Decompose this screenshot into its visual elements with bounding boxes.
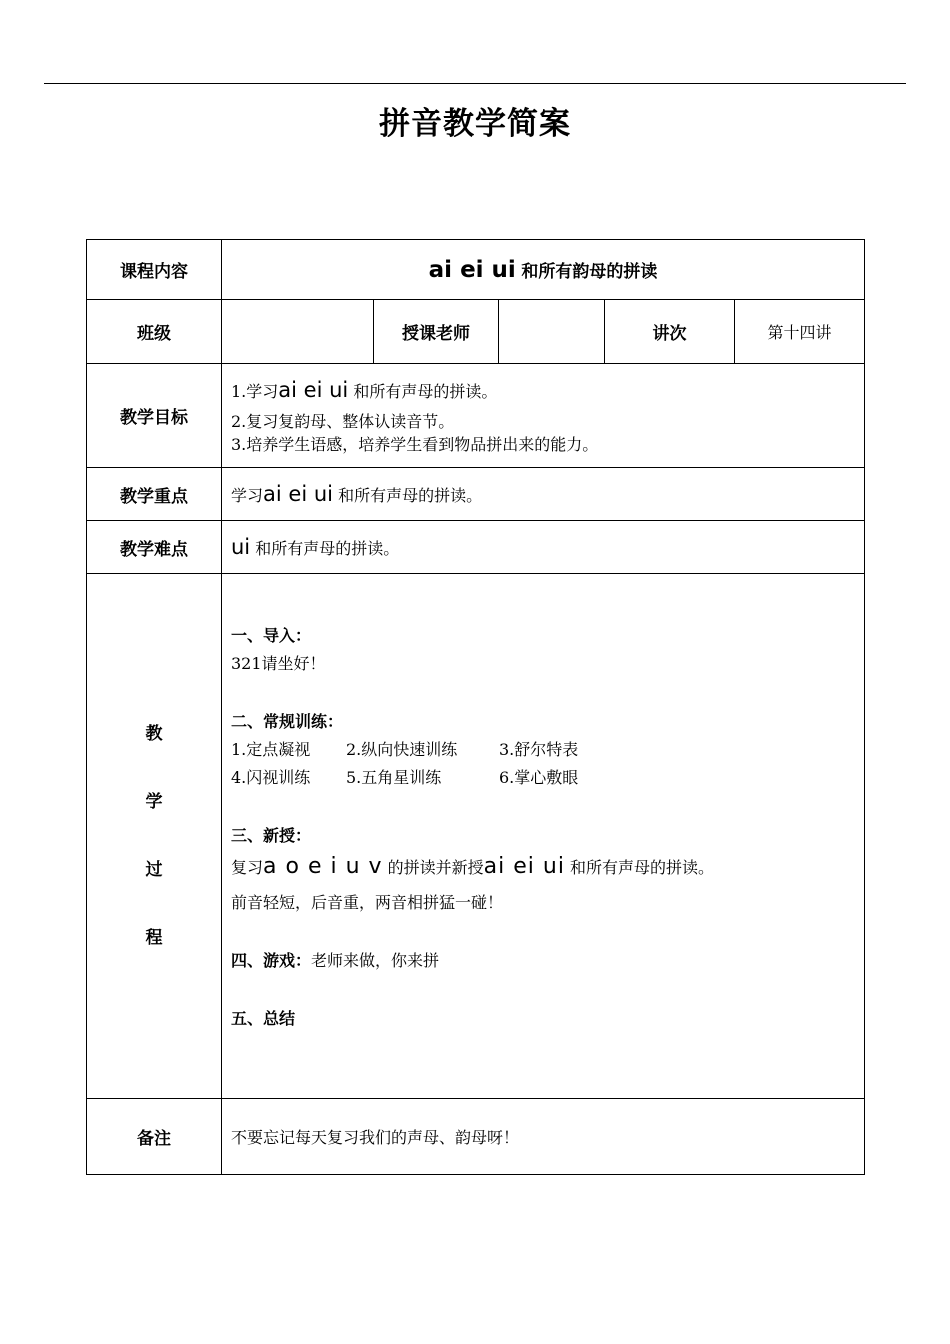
- course-value: [222, 240, 865, 300]
- difficulty-row: [87, 521, 865, 574]
- key-point-row: [87, 468, 865, 521]
- class-value: [222, 300, 374, 364]
- class-label: 班级: [87, 300, 222, 364]
- process-label: 教 学 过 程: [87, 574, 222, 1099]
- course-pinyin: ai ei ui: [428, 256, 516, 283]
- notes-value: 不要忘记每天复习我们的声母、韵母呀！: [222, 1099, 865, 1175]
- teacher-label: 授课老师: [374, 300, 499, 364]
- section-new-title: 三、新授：: [231, 826, 312, 845]
- notes-label: 备注: [87, 1099, 222, 1175]
- section-game: 四、游戏：老师来做，你来拼: [231, 951, 440, 970]
- process-content: [222, 574, 865, 1099]
- goal-1: 1.学习ai ei ui 和所有声母的拼读。: [231, 378, 498, 403]
- section-new-line-2: 前音轻短，后音重，两音相拼猛一碰！: [231, 893, 504, 912]
- section-intro-text: 321请坐好！: [231, 654, 326, 673]
- teacher-value: [499, 300, 605, 364]
- goals-value: [222, 364, 865, 468]
- class-row: [87, 300, 865, 364]
- goal-2: 2.复习复韵母、整体认读音节。: [231, 411, 455, 431]
- section-new-line-1: 复习a o e i u v 的拼读并新授ai ei ui 和所有声母的拼读。: [231, 854, 715, 879]
- drill-line-1: 1.定点凝视 2.纵向快速训练 3.舒尔特表: [231, 740, 579, 759]
- goal-3: 3.培养学生语感，培养学生看到物品拼出来的能力。: [231, 434, 599, 454]
- goals-row: [87, 364, 865, 468]
- key-point-value: 学习ai ei ui 和所有声母的拼读。: [222, 468, 865, 521]
- lesson-plan-table: [86, 239, 865, 1175]
- process-row: [87, 574, 865, 1099]
- goals-label: 教学目标: [87, 364, 222, 468]
- course-label: 课程内容: [87, 240, 222, 300]
- section-summary-title: 五、总结: [231, 1009, 296, 1028]
- lesson-value: 第十四讲: [735, 300, 865, 364]
- section-intro-title: 一、导入：: [231, 626, 312, 645]
- drill-line-2: 4.闪视训练 5.五角星训练 6.掌心敷眼: [231, 768, 579, 787]
- course-row: [87, 240, 865, 300]
- section-drill-title: 二、常规训练：: [231, 712, 344, 731]
- key-point-label: 教学重点: [87, 468, 222, 521]
- difficulty-value: ui 和所有声母的拼读。: [222, 521, 865, 574]
- course-text: 和所有韵母的拼读: [521, 261, 658, 282]
- header-rule: [44, 83, 906, 84]
- notes-row: [87, 1099, 865, 1175]
- lesson-label: 讲次: [605, 300, 735, 364]
- document-title: 拼音教学简案: [379, 106, 571, 142]
- difficulty-label: 教学难点: [87, 521, 222, 574]
